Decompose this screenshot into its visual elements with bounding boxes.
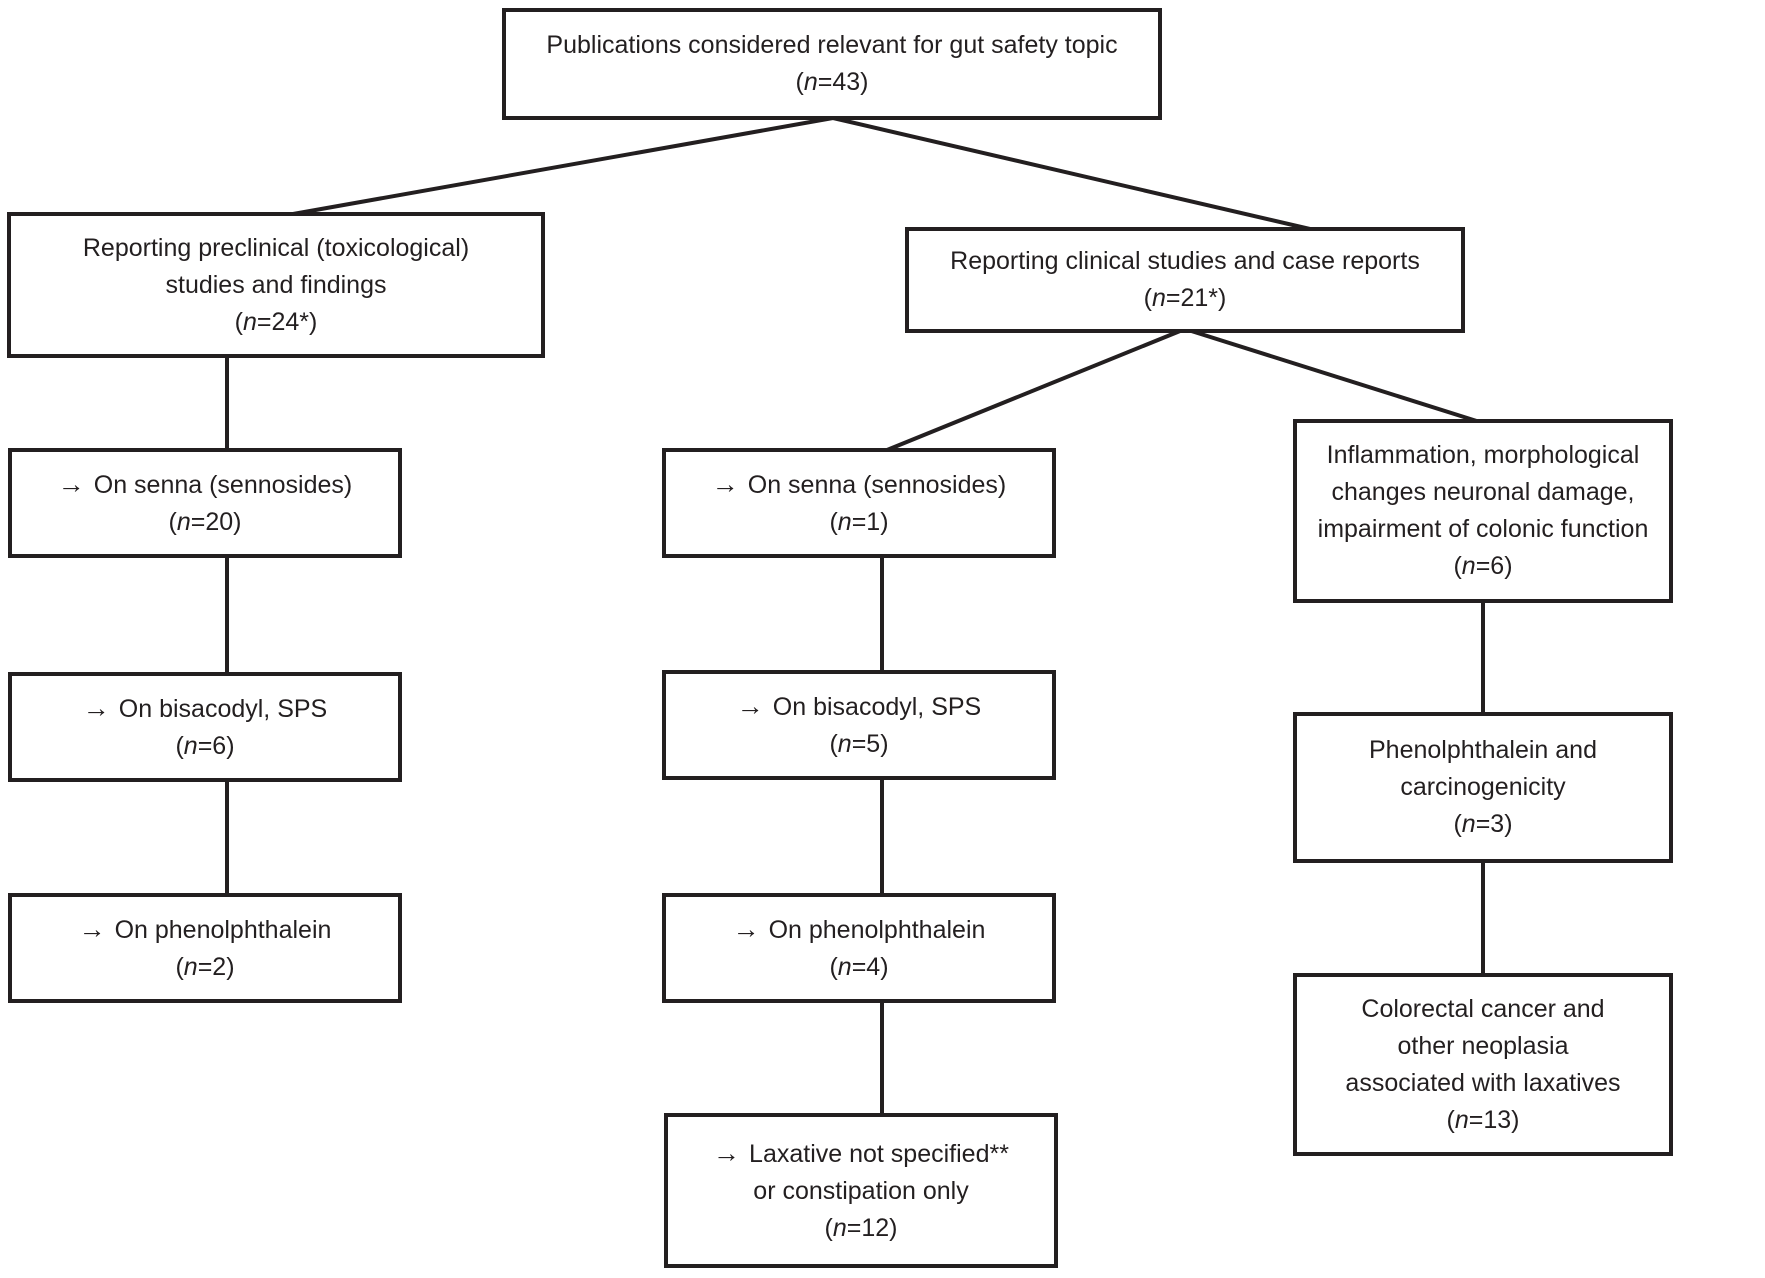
box-clinical-laxative-unspecified <box>664 1113 1058 1268</box>
box-text-line: associated with laxatives <box>1345 1068 1621 1097</box>
box-count-line <box>829 949 888 986</box>
count-n: n <box>1461 552 1476 580</box>
count-value: =20) <box>190 507 242 536</box>
box-preclinical-senna <box>8 448 402 558</box>
box-text-line <box>733 911 986 949</box>
right-arrow-icon: → <box>713 1137 741 1168</box>
connector-clinical-to-inflammation <box>1185 329 1483 423</box>
count-n: n <box>1151 284 1166 312</box>
box-text-line <box>712 466 1006 504</box>
count-value: =4) <box>851 952 889 981</box>
count-open: ( <box>829 952 838 981</box>
count-open: ( <box>829 729 838 758</box>
box-clinical-studies <box>905 227 1465 333</box>
count-n: n <box>183 952 198 981</box>
box-text-line: other neoplasia <box>1397 1031 1569 1060</box>
box-text-line <box>737 688 981 726</box>
count-value: =21*) <box>1165 284 1227 312</box>
box-text-line: Publications considered relevant for gut safety topic <box>546 31 1118 59</box>
right-arrow-icon: → <box>711 468 739 499</box>
count-value: =2) <box>197 952 235 981</box>
box-clinical-senna <box>662 448 1056 558</box>
box-text-line <box>83 690 327 728</box>
count-value: =43) <box>817 68 869 96</box>
count-open: ( <box>175 731 184 760</box>
box-preclinical-bisacodyl <box>8 672 402 782</box>
count-open: ( <box>824 1213 833 1242</box>
right-arrow-icon: → <box>57 468 85 499</box>
box-text-line <box>713 1135 1009 1173</box>
count-open: ( <box>795 68 804 96</box>
box-text-line: Inflammation, morphological <box>1326 441 1640 469</box>
count-value: =13) <box>1468 1105 1520 1134</box>
box-clinical-phenolphthalein <box>662 893 1056 1003</box>
count-value: =3) <box>1475 810 1513 838</box>
count-open: ( <box>168 507 177 536</box>
count-value: =12) <box>846 1213 898 1242</box>
box-text-line: Reporting preclinical (toxicological) <box>82 233 470 262</box>
box-count-line <box>1144 280 1227 317</box>
box-count-line <box>1447 1102 1520 1139</box>
box-count-line <box>825 1210 898 1247</box>
right-arrow-icon: → <box>736 690 764 721</box>
box-phenolphthalein-carcinogenicity <box>1293 712 1673 863</box>
box-count-line <box>175 728 234 765</box>
count-open: ( <box>1453 552 1462 580</box>
box-label: On senna (sennosides) <box>93 470 353 499</box>
box-count-line <box>1453 806 1512 843</box>
box-text-line: Phenolphthalein and <box>1369 736 1597 764</box>
count-n: n <box>837 507 852 536</box>
count-value: =5) <box>851 729 889 758</box>
count-n: n <box>803 68 818 96</box>
box-text-line: studies and findings <box>165 270 387 299</box>
right-arrow-icon: → <box>82 692 110 723</box>
box-label: On bisacodyl, SPS <box>772 692 982 721</box>
box-text-line: Reporting clinical studies and case reports <box>950 247 1420 275</box>
box-publications-total <box>502 8 1162 120</box>
box-count-line <box>829 504 888 541</box>
count-open: ( <box>1453 810 1462 838</box>
count-open: ( <box>829 507 838 536</box>
box-preclinical-phenolphthalein <box>8 893 402 1003</box>
connector-clinical-to-senna <box>882 329 1185 452</box>
count-n: n <box>837 952 852 981</box>
box-text-line <box>58 466 352 504</box>
connector-top-to-preclinical <box>293 118 833 214</box>
box-label: On phenolphthalein <box>768 915 986 944</box>
count-open: ( <box>1446 1105 1455 1134</box>
count-n: n <box>183 731 198 760</box>
count-n: n <box>1461 810 1476 838</box>
box-colorectal-cancer <box>1293 973 1673 1156</box>
box-label: Laxative not specified** <box>749 1139 1009 1168</box>
count-n: n <box>176 507 191 536</box>
box-inflammation-colonic-function <box>1293 419 1673 603</box>
box-count-line <box>796 64 869 101</box>
box-label: On phenolphthalein <box>114 915 332 944</box>
count-value: =1) <box>851 507 889 536</box>
count-open: ( <box>234 307 243 336</box>
count-n: n <box>242 307 257 336</box>
connector-top-to-clinical <box>833 118 1310 229</box>
box-preclinical-studies <box>7 212 545 358</box>
count-open: ( <box>1143 284 1152 312</box>
box-text-line: carcinogenicity <box>1400 773 1566 801</box>
count-value: =6) <box>197 731 235 760</box>
box-count-line <box>829 726 888 763</box>
box-clinical-bisacodyl <box>662 670 1056 780</box>
box-count-line <box>235 304 318 341</box>
box-text-line: impairment of colonic function <box>1317 515 1649 543</box>
box-count-line <box>1453 548 1512 585</box>
count-n: n <box>837 729 852 758</box>
right-arrow-icon: → <box>78 913 106 944</box>
right-arrow-icon: → <box>732 913 760 944</box>
box-text-line: changes neuronal damage, <box>1331 478 1635 506</box>
count-n: n <box>1454 1105 1469 1134</box>
box-label: On bisacodyl, SPS <box>118 694 328 723</box>
box-text-line: Colorectal cancer and <box>1361 994 1605 1023</box>
count-open: ( <box>175 952 184 981</box>
box-text-line: or constipation only <box>753 1176 969 1205</box>
count-value: =6) <box>1475 552 1513 580</box>
box-label: On senna (sennosides) <box>747 470 1007 499</box>
box-count-line <box>175 949 234 986</box>
box-count-line <box>169 504 242 541</box>
count-value: =24*) <box>256 307 318 336</box>
box-text-line <box>79 911 332 949</box>
count-n: n <box>832 1213 847 1242</box>
